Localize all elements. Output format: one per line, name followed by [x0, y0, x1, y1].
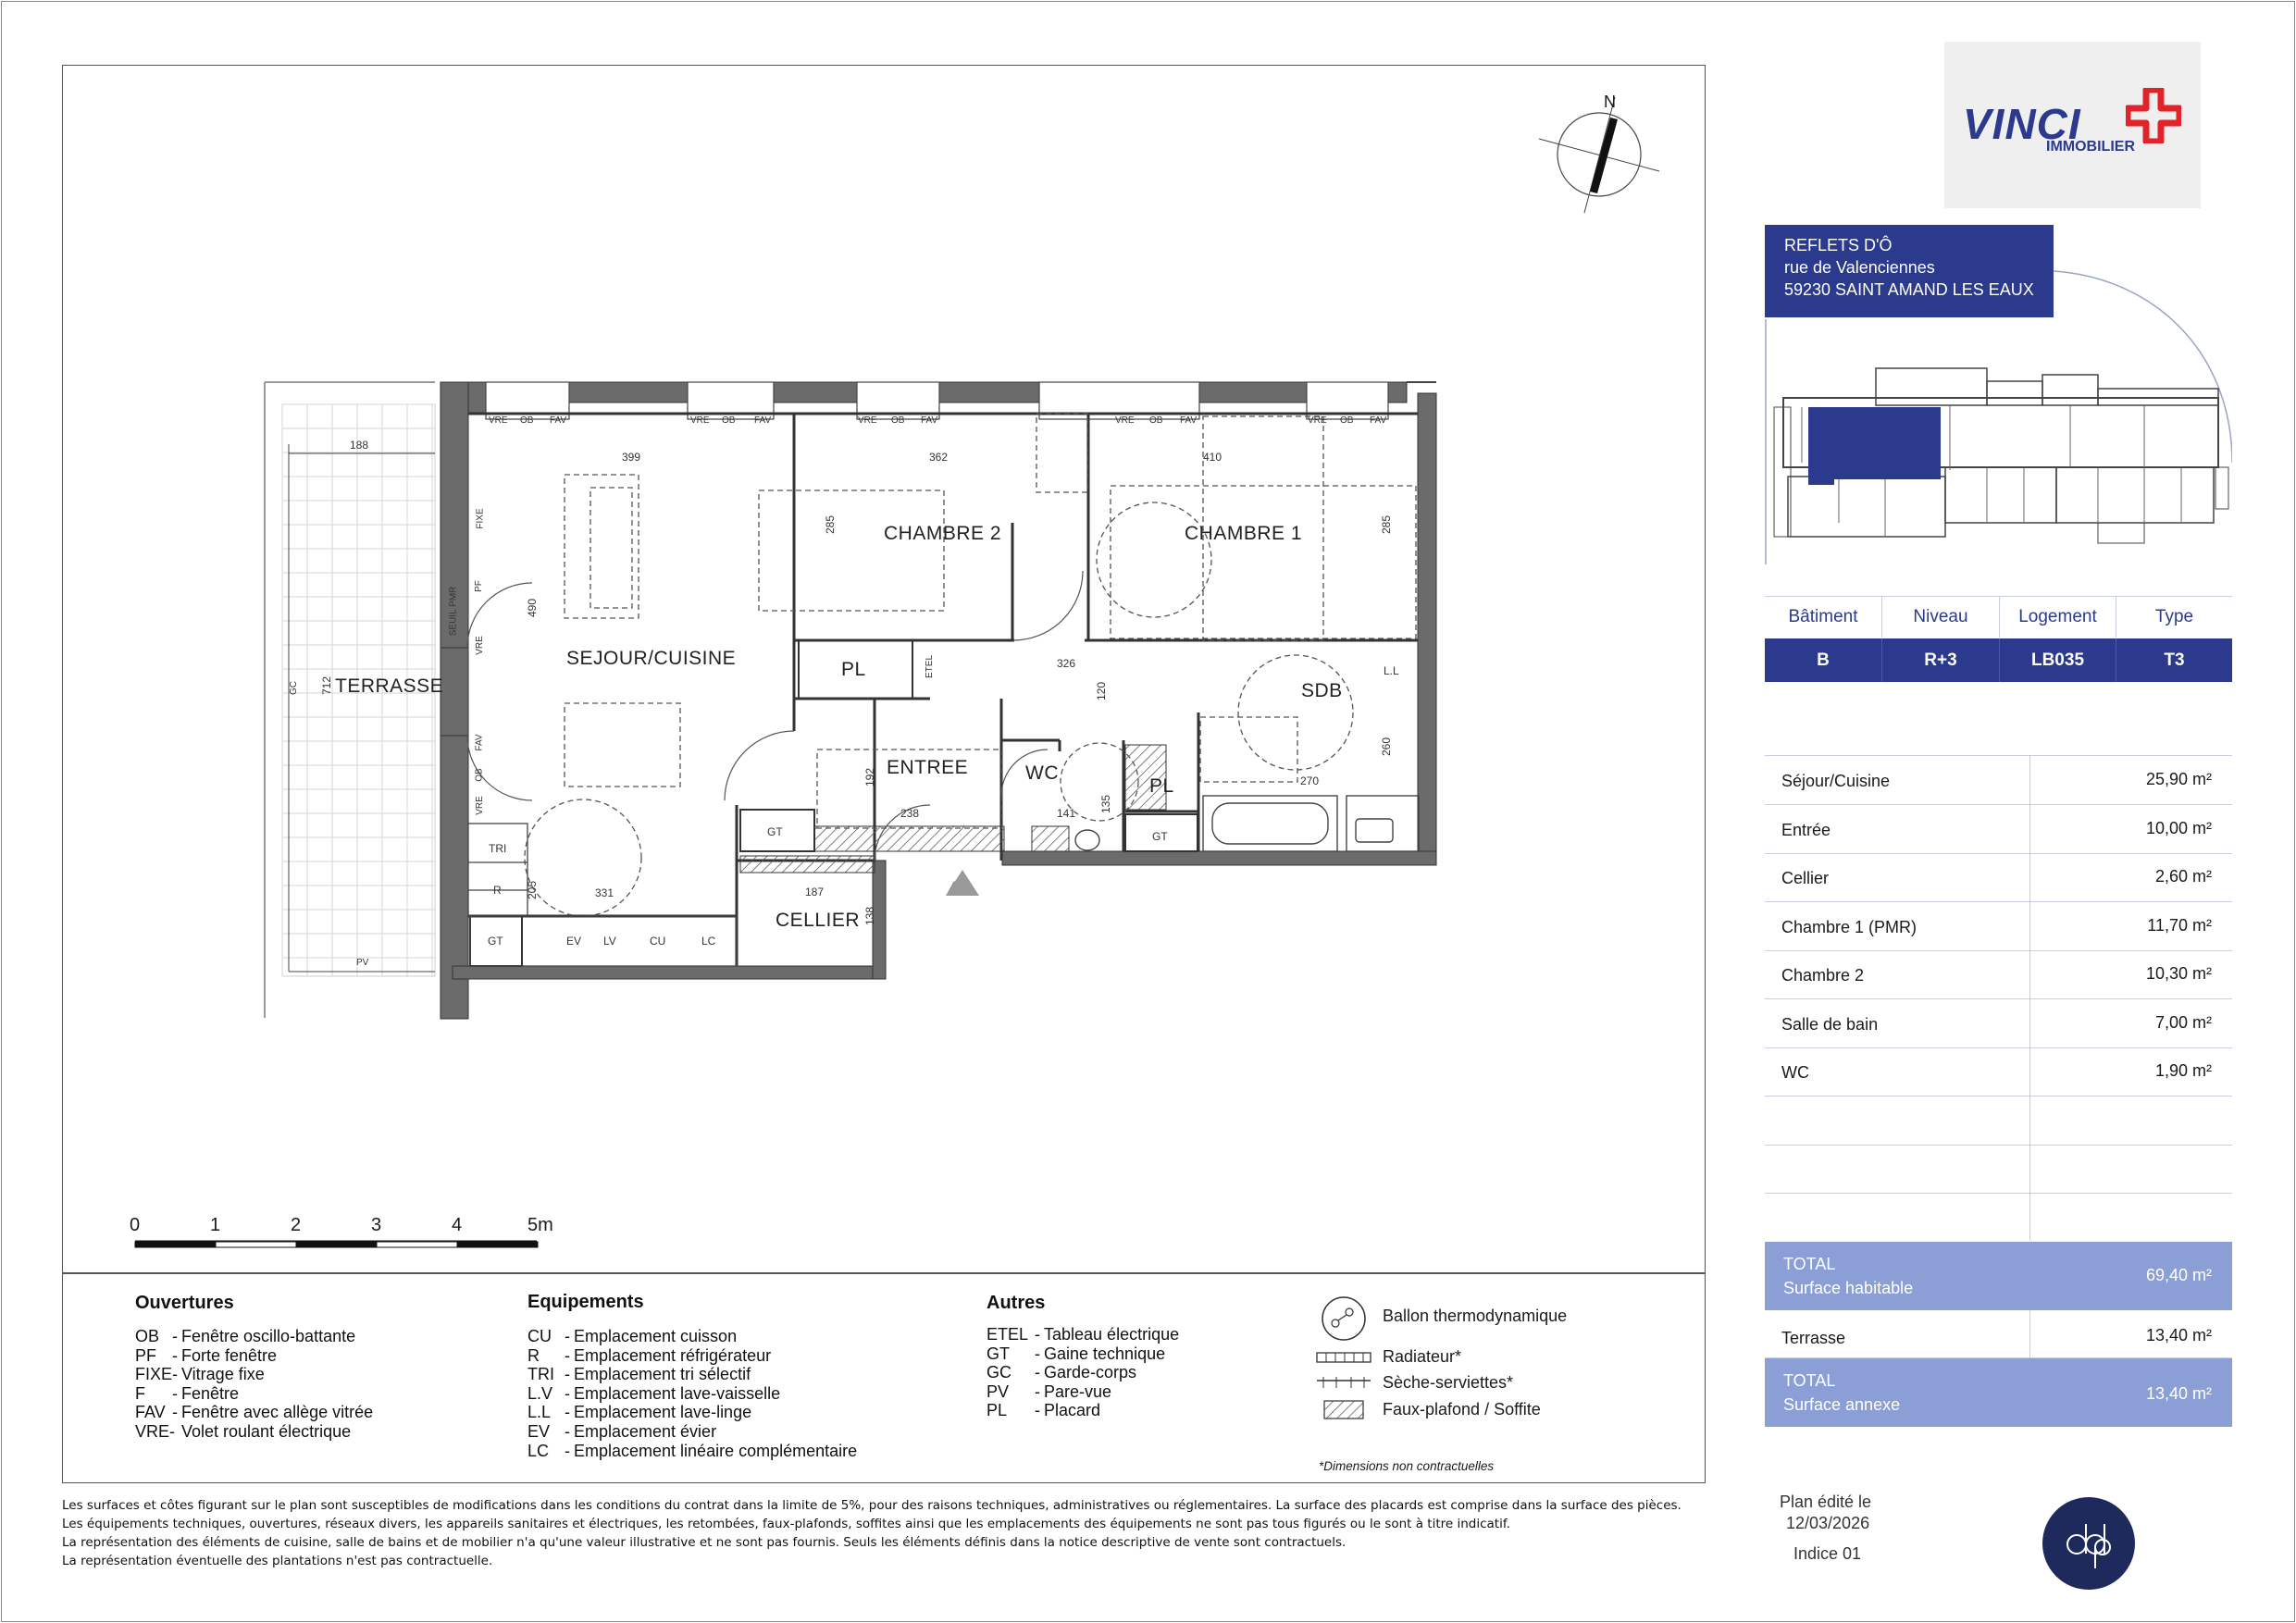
logo-subtext: IMMOBILIER [2046, 139, 2135, 155]
code-fav4: FAV [1180, 415, 1198, 426]
dim-141: 141 [1057, 807, 1076, 820]
info-value-batiment: B [1765, 638, 1882, 682]
note-line: Les équipements techniques, ouvertures, réseaux divers, les appareils sanitaires et électriques, les retombées, faux-plafonds, soffites ainsi que les emplacements des équipements ne sont pas tous figurés ou le sont à titre indicatif. [62, 1517, 1510, 1531]
code-fav2: FAV [754, 415, 772, 426]
total-annexe-value: 13,40 m² [2145, 1384, 2212, 1403]
placard-label-2: PL [1149, 775, 1174, 797]
code-vre3: VRE [858, 415, 877, 426]
info-value-niveau: R+3 [1882, 638, 2000, 682]
dim-285a: 285 [824, 514, 838, 535]
info-header-type: Type [2154, 607, 2194, 626]
legend-seche: Sèche-serviettes* [1383, 1373, 1514, 1392]
info-header-logement: Logement [2000, 596, 2116, 638]
seche-serviettes-icon [1314, 1373, 1374, 1392]
faux-plafond-icon [1323, 1400, 1365, 1420]
total-habitable-label-1: TOTAL [1783, 1255, 1836, 1273]
room-cellier-label: CELLIER [776, 910, 861, 931]
indice-label: Indice 01 [1793, 1544, 1862, 1563]
vinci-logo [1944, 42, 2201, 208]
legend-autres-title: Autres [987, 1293, 1046, 1313]
logo-wordmark: VINCI [1963, 100, 2081, 148]
legend-item: LC - Emplacement linéaire complémentaire [527, 1441, 858, 1460]
dim-326: 326 [1057, 657, 1076, 670]
room-sdb-label: SDB [1301, 680, 1343, 701]
code-ob2: OB [722, 415, 736, 426]
dim-362: 362 [929, 451, 949, 464]
legend-item: GT - Gaine technique [987, 1344, 1166, 1363]
surface-row: Entrée 10,00 m² [1765, 805, 2232, 854]
total-habitable-value: 69,40 m² [2145, 1266, 2212, 1284]
edited-label: Plan édité le [1780, 1493, 1872, 1511]
scale-1: 1 [210, 1215, 221, 1235]
legend-item: VRE- Volet roulant électrique [135, 1421, 352, 1441]
scale-4: 4 [452, 1215, 463, 1235]
total-habitable [1765, 1242, 2232, 1310]
scale-bar-graphic [135, 1242, 538, 1247]
ddp-logo-icon [2042, 1496, 2136, 1591]
surface-row-empty [1765, 1194, 2232, 1243]
scale-5m: 5m [527, 1215, 553, 1235]
legend-item: L.L - Emplacement lave-linge [527, 1403, 752, 1422]
room-entree-label: ENTREE [887, 757, 969, 778]
legend-radiateur: Radiateur* [1383, 1347, 1462, 1366]
code-fav6: FAV [474, 734, 485, 751]
surface-row-empty [1765, 1096, 2232, 1146]
info-header-batiment: Bâtiment [1765, 596, 1882, 638]
legend-item: R - Emplacement réfrigérateur [527, 1345, 772, 1365]
terrasse-row: Terrasse 13,40 m² [1765, 1310, 2232, 1358]
dim-192: 192 [863, 767, 877, 787]
dim-285b: 285 [1380, 514, 1394, 535]
legend-item: FIXE- Vitrage fixe [135, 1365, 265, 1384]
surface-row: Salle de bain 7,00 m² [1765, 999, 2232, 1048]
legend-item: FAV - Fenêtre avec allège vitrée [135, 1403, 374, 1422]
code-tri: TRI [489, 842, 507, 855]
scale-0: 0 [130, 1215, 141, 1235]
dim-331: 331 [595, 886, 614, 899]
code-pf: PF [473, 580, 484, 592]
code-r: R [493, 884, 502, 897]
legend-item: F - Fenêtre [135, 1383, 240, 1403]
code-ll: L.L [1384, 664, 1399, 677]
edited-date: 12/03/2026 [1786, 1514, 1870, 1532]
legend-item: PF - Forte fenêtre [135, 1345, 278, 1365]
dim-399: 399 [622, 451, 641, 464]
north-label: N [1604, 93, 1616, 111]
legend-item: EV - Emplacement évier [527, 1421, 717, 1441]
surface-row: Cellier 2,60 m² [1765, 853, 2232, 902]
dim-205: 205 [526, 880, 540, 900]
dim-135: 135 [1099, 794, 1113, 814]
project-street: rue de Valenciennes [1784, 258, 1935, 277]
ballon-icon [1319, 1295, 1369, 1342]
legend-ouvertures-list [135, 1327, 373, 1442]
legend-equipements-title: Equipements [527, 1292, 644, 1312]
code-vre6: VRE [474, 636, 485, 655]
dim-260: 260 [1380, 737, 1394, 757]
terrasse-divider [2029, 1310, 2030, 1358]
dim-138: 138 [863, 906, 877, 926]
code-ev: EV [566, 935, 582, 948]
code-ob4: OB [1149, 415, 1163, 426]
total-annexe-label-1: TOTAL [1783, 1371, 1836, 1390]
room-terrasse-label: TERRASSE [335, 675, 444, 697]
code-ob1: OB [520, 415, 534, 426]
legend-ballon: Ballon thermodynamique [1383, 1307, 1568, 1325]
gt-label-2: GT [1152, 830, 1168, 843]
code-lc: LC [701, 935, 716, 948]
placard-label-1: PL [841, 659, 866, 680]
note-line: Les surfaces et côtes figurant sur le plan sont susceptibles de modifications dans les conditions du contrat dans la limite de 5%, pour des raisons techniques, administratives ou réglementaires. La surface des placards est comprise dans la surface des pièces. [62, 1498, 1682, 1513]
surface-row: WC 1,90 m² [1765, 1047, 2232, 1096]
legend-equipements-list [527, 1327, 857, 1460]
legend-note: *Dimensions non contractuelles [1319, 1459, 1495, 1473]
dim-188: 188 [350, 439, 369, 452]
dim-490: 490 [526, 598, 540, 618]
code-etel: ETEL [925, 654, 936, 679]
info-value-logement: LB035 [2000, 638, 2116, 682]
code-seuil: SEUIL PMR [448, 586, 459, 637]
info-header-niveau: Niveau [1882, 596, 2000, 638]
gt-label-1: GT [767, 825, 783, 838]
total-annexe [1765, 1358, 2232, 1427]
scale-3: 3 [371, 1215, 382, 1235]
code-ob3: OB [891, 415, 905, 426]
room-chambre1-label: CHAMBRE 1 [1185, 523, 1303, 544]
vinci-cross-icon [2126, 88, 2181, 143]
legend-item: TRI - Emplacement tri sélectif [527, 1365, 751, 1384]
code-fav3: FAV [921, 415, 938, 426]
code-lv: LV [603, 935, 616, 948]
radiateur-icon [1314, 1348, 1374, 1367]
code-pv: PV [356, 958, 369, 968]
code-vre2: VRE [690, 415, 710, 426]
legend-ouvertures-title: Ouvertures [135, 1293, 234, 1313]
code-gc: GC [289, 681, 299, 695]
scale-2: 2 [291, 1215, 302, 1235]
surface-row: Chambre 2 10,30 m² [1765, 950, 2232, 999]
code-cu: CU [650, 935, 666, 948]
disclaimer-notes [62, 1496, 1682, 1570]
dim-270: 270 [1300, 774, 1320, 787]
legend-faux: Faux-plafond / Soffite [1383, 1400, 1541, 1419]
note-line: La représentation des éléments de cuisine, salle de bains et de mobilier n'a qu'une valeur illustrative et ne sont pas fournis. Seuls les éléments définis dans la notice descriptive de vente sont contractuels. [62, 1535, 1347, 1550]
note-line: La représentation éventuelle des plantations n'est pas contractuelle. [62, 1554, 493, 1568]
code-vre1: VRE [489, 415, 508, 426]
legend-item: OB - Fenêtre oscillo-battante [135, 1327, 356, 1345]
legend-item: L.V - Emplacement lave-vaisselle [527, 1383, 781, 1403]
project-name: REFLETS D'Ô [1784, 236, 1893, 254]
dim-410: 410 [1203, 451, 1222, 464]
north-arrow-graphic [1539, 97, 1659, 213]
total-habitable-label-2: Surface habitable [1783, 1279, 1914, 1297]
surface-row: Chambre 1 (PMR) 11,70 m² [1765, 902, 2232, 951]
room-sejour-label: SEJOUR/CUISINE [566, 648, 737, 669]
project-city: 59230 SAINT AMAND LES EAUX [1784, 280, 2034, 299]
code-vre5: VRE [1308, 415, 1327, 426]
legend-item: PL - Placard [987, 1401, 1101, 1420]
dim-120: 120 [1095, 681, 1109, 701]
legend-item: CU - Emplacement cuisson [527, 1327, 738, 1345]
dim-187: 187 [805, 886, 825, 898]
legend-autres-list [987, 1325, 1179, 1420]
code-ob6: OB [474, 768, 485, 782]
gt-label-3: GT [488, 935, 503, 948]
code-vre4: VRE [1115, 415, 1135, 426]
dim-712: 712 [320, 675, 334, 696]
code-vre7: VRE [474, 796, 485, 815]
legend-item: PV - Pare-vue [987, 1381, 1112, 1401]
total-annexe-label-2: Surface annexe [1783, 1395, 1901, 1414]
code-ob5: OB [1340, 415, 1354, 426]
room-chambre2-label: CHAMBRE 2 [884, 523, 1002, 544]
surface-row: Séjour/Cuisine 25,90 m² [1765, 756, 2232, 805]
legend-item: ETEL - Tableau électrique [987, 1325, 1180, 1344]
key-plan [1765, 268, 2232, 564]
code-fav1: FAV [550, 415, 567, 426]
code-fav5: FAV [1370, 415, 1387, 426]
dim-238: 238 [900, 807, 920, 820]
info-value-type: T3 [2116, 638, 2232, 682]
surface-row-empty [1765, 1145, 2232, 1194]
room-wc-label: WC [1025, 762, 1059, 784]
code-fixe: FIXE [475, 508, 486, 529]
legend-item: GC - Garde-corps [987, 1363, 1137, 1382]
